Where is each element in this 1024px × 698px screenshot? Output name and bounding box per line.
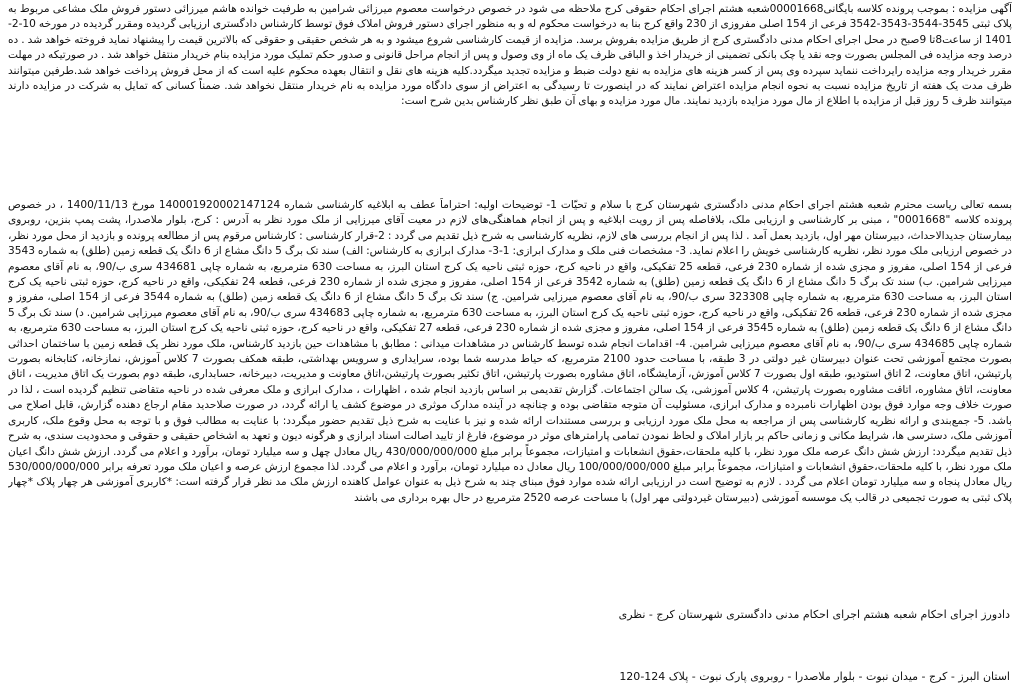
signature-line: دادورز اجرای احکام شعبه هشتم اجرای احکام مدنی دادگستری شهرستان کرج - نظری: [618, 608, 1010, 621]
expert-report-paragraph: بسمه تعالی ریاست محترم شعبه هشتم اجرای احکام مدنی دادگستری شهرستان کرج با سلام و تحیّات 1- توضیحات اولیه: احتراماً عطف به ابلاغیه کارشناسی شماره 140001920002147124 مورخ 1400/11/13 ، در خصوص پرونده کلاسه "0001668" ، مبنی بر کارشناسی و ارزیابی ملک، بلافاصله پس از رویت ابلاغیه و پس از انجام هماهنگی‌های لازم در معیت آقای میرزایی از ملک مورد نظر به آدرس : کرج، بلوار ملاصدرا، پشت پمپ بنزین، روبروی بیمارستان جدیدالاحداث، دبیرستان مهر اول، بازدید بعمل آمد . لذا پس از انجام بررسی های لازم، نظریه کارشناسی به شرح ذیل تقدیم می گردد : 2-قرار کارشناسی : کارشناس مرقوم پس از مطالعه پرونده و بازدید از محل مورد نظر، در خصوص ارزیابی ملک مورد نظر، نظریه کارشناسی خویش را اعلام نماید. 3- مشخصات فنی ملک و مدارک ابرازی: 1-3- مدارک ابرازی به کارشناس: الف) سند تک برگ 5 دانگ مشاع از 6 دانگ یک قطعه زمین (طلق) به شماره 3543 فرعی از 154 اصلی، مفروز و مجزی شده از شماره 230 فرعی، قطعه 25 تفکیکی، واقع در ناحیه کرج، حوزه ثبتی ناحیه یک کرج استان البرز، به مساحت 630 مترمربع، به شماره چاپی 434681 سری ب/90، به نام آقای معصوم میرزایی شرامین. ب) سند تک برگ 5 دانگ مشاع از 6 دانگ یک قطعه زمین (طلق) به شماره 3542 فرعی از 154 اصلی، مفروز و مجزی شده از شماره 230 فرعی، قطعه 24 تفکیکی، واقع در ناحیه کرج، حوزه ثبتی ناحیه یک کرج استان البرز، به مساحت 630 مترمربع، به شماره چاپی 323308 سری ب/90، به نام آقای معصوم میرزایی شرامین. ج) سند تک برگ 5 دانگ مشاع از 6 دانگ یک قطعه زمین (طلق) به شماره 3544 فرعی از 154 اصلی، مفروز و مجزی شده از شماره 230 فرعی، قطعه 26 تفکیکی، واقع در ناحیه کرج، حوزه ثبتی ناحیه یک کرج استان البرز، به مساحت 630 مترمربع، به شماره چاپی 434683 سری ب/90، به نام آقای معصوم میرزایی شرامین. د) سند تک برگ 5 دانگ مشاع از 6 دانگ یک قطعه زمین (طلق) به شماره 3545 فرعی از 154 اصلی، مفروز و مجزی شده از شماره 230 فرعی، قطعه 27 تفکیکی، واقع در ناحیه کرج، حوزه ثبتی ناحیه یک کرج استان البرز، به مساحت 630 مترمربع، به شماره چاپی 434685 سری ب/90، به نام آقای معصوم میرزایی شرامین. 4- اقدامات انجام شده توسط کارشناس در مشاهدات میدانی : مطابق با مشاهدات حین بازدید کارشناس، ملک مورد نظر یک قطعه زمین با ساختمان احداثی بصورت مجتمع آموزشی تحت عنوان دبیرستان غیر دولتی در 3 طبقه، با مساحت حدود 2100 مترمربع، که حیاط مدرسه شما بوده، سرایداری و سرویس بهداشتی، طبقه همکف بصورت 7 کلاس آموزش، نمازخانه، کتابخانه بصورت پارتیشن، اتاق معاونت، 2 اتاق استودیو، طبقه اول بصورت 7 کلاس آموزش، آزمایشگاه، اتاق مشاوره بصورت پارتیشن، اتاق تکثیر بصورت پارتیشن،اتاق معاونت و مدیریت، دبیرخانه، حسابداری، طبقه دوم بصورت یک اتاق مدیریت ، اتاق معاونت، اتاق مشاوره، اتاقت مشاوره بصورت پارتیشن، 4 کلاس آموزشی، یک سالن اجتماعات. گزارش تقدیمی بر اساس بازدید انجام شده ، اظهارات ، مدارک ابرازی و ملک معرفی شده در ناحیه متقاضی تنظیم گردیده است ، لذا در صورت خلاف وجه موارد فوق بودن اظهارات نامبرده و مدارک ابرازی، مسئولیت آن متوجه متقاضی بوده و چنانچه در آینده مدارک موثری در موضوع کشف یا ارائه گردد، در صورت صلاحدید مقام ارجاع دهنده گزارش، قابل اصلاح می باشد. 5- جمع‌بندی و ارائه نظریه کارشناسی پس از مراجعه به محل ملک مورد ارزیابی و بررسی مستندات ارائه شده و نیز با عنایت به شرح ذیل تقدیم حضور میگردد: با عنایت به مطالب فوق و با توجه به محل وقوع ملک، کاربری آموزشی ملک، دسترسی ها، شرایط مکانی و زمانی حاکم بر بازار املاک و لحاظ نمودن تمامی پارامترهای موثر در موضوع، فارغ از تایید اصالت اسناد ابرازی و هرگونه دیون و تعهد به اشخاص حقیقی و حقوقی و محدودیت سندی، به شرح ذیل تقدیم میگردد: ارزش شش دانگ عرصه ملک مورد نظر، با کلیه ملحقات،حقوق انشعابات و امتیازات، مجموعاً برابر مبلغ 430/000/000/000 ریال معادل چهل و سه میلیارد تومان، برآورد و اعلام می گردد. ارزش شش دانگ اعیان ملک مورد نظر، با کلیه ملحقات،حقوق انشعابات و امتیازات، مجموعاً برابر مبلغ 100/000/000/000 ریال معادل ده میلیارد تومان، برآورد و اعلام می گردد. لذا مجموع ارزش عرصه و اعیان ملک مورد تعرفه برابر 530/000/000/000 ریال معادل پنجاه و سه میلیارد تومان اعلام می گردد . لازم به توضیح است در ارزیابی ارائه شده موارد فوق مبنای چند به شرح ذیل به عنوان عوامل کاهنده ارزش ملک مد نظر قرار گرفته است: *کاربری آموزشی هر چهار پلاک *چهار پلاک ثبتی به صورت تجمیعی در قالب یک موسسه آموزشی (دبیرستان غیردولتی مهر اول) با مساحت عرصه 2520 مترمربع در حال بهره برداری می باشند: [8, 199, 1012, 504]
notice-intro-paragraph: آگهی مزایده : بموجب پرونده کلاسه بایگانی00001668شعبه هشتم اجرای احکام حقوقی کرج ملاحظه می شود در خصوص درخواست معصوم میرزائی شرامین به طرفیت خوانده هاشم میرزائی دستور فروش ملک مشاعی مربوط به پلاک ثبتی 3545-3544-3543-3542 فرعی از 154 اصلی مفروزی از 230 واقع کرج بنا به درخواست محکوم له و به منظور اجرای دستور فروش املاک فوق توسط کارشناس دادگستری ارزیابی گردیده ومقرر گردیده در مورخه 10-2-1401 از ساعت8تا 9صبح در محل اجرای احکام مدنی دادگستری کرج از طریق مزایده بفروش برسد. مزایده از قیمت کارشناسی شروع میشود و به هر شخص حقیقی و حقوقی که بالاترین قیمت را پیشنهاد نماید فروخته خواهد شد . ده درصد وجه مزایده فی المجلس بصورت وجه نقد یا چک بانکی تضمینی از خریدار اخذ و الباقی ظرف یک ماه از وی وصول و پس از انجام مراحل قانونی و صدور حکم تملیک مورد مزایده بنام خریدار منتقل خواهد شد . در صورتیکه در مهلت مقرر خریدار وجه مزایده رایرداخت ننماید سپرده وی پس از کسر هزینه های مزایده به نفع دولت ضبط و مزایده تجدید میگردد.کلیه هزینه های نقل و انتقال بعهده محکوم علیه است که از محل فروش پرداخت خواهد شد.طرفین میتوانند ظرف مدت یک هفته از تاریخ مزایده نسبت به نحوه انجام مزایده اعتراض نمایند که در اینصورت تا رسیدگی به اعتراض از سوی دادگاه مورد مزایده به نام خریدار منتقل نخواهد شد. ضمناً کسانی که تمایل به شرکت در مزایده دارند میتوانند ظرف 5 روز قبل از مزایده با اطلاع از مال مورد مزایده بازدید نمایند. مال مورد مزایده و بهای آن طبق نظر کارشناس بدین شرح است:: [8, 3, 1012, 108]
address-line: استان البرز - کرج - میدان نبوت - بلوار ملاصدرا - روبروی پارک نبوت - پلاک 124-120: [619, 670, 1010, 683]
auction-notice-document: [8, 2, 1012, 696]
